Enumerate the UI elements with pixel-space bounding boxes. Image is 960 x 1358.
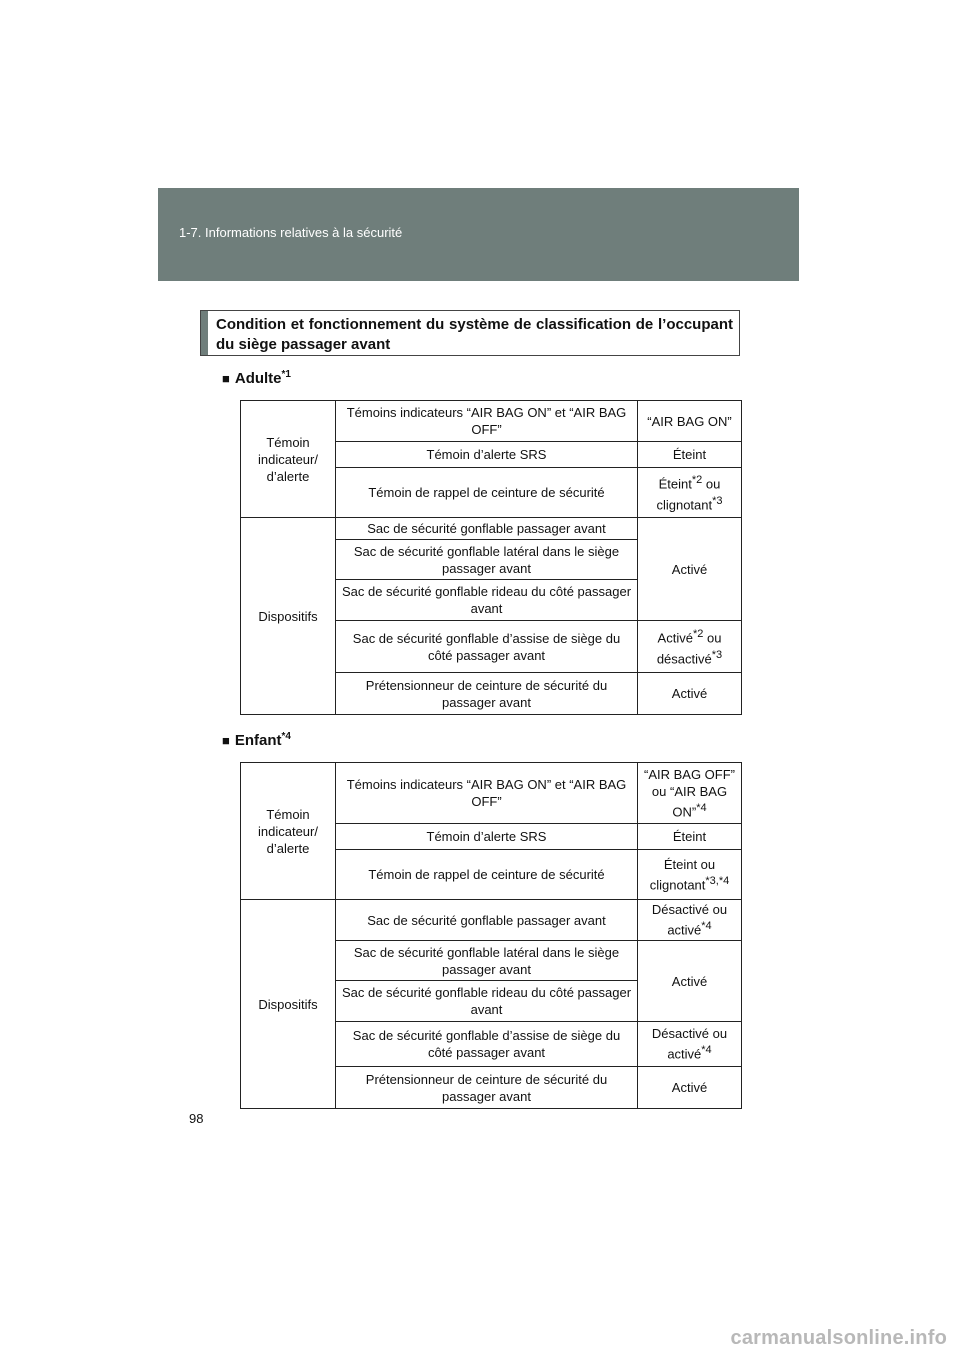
row-group-label: Dispositifs [241, 900, 336, 1109]
footnote-ref: *3,*4 [705, 874, 730, 887]
row-group-label: Témoin indicateur/ d’alerte [241, 401, 336, 518]
table-cell-item: Prétensionneur de ceinture de sécurité du passager avant [336, 1067, 638, 1109]
watermark-logo: carmanualsonline.info [730, 1327, 947, 1349]
table-cell-item: Sac de sécurité gonflable d’assise de siège du côté passager avant [336, 1022, 638, 1067]
section-title: Condition et fonctionnement du système de classification de l’occupant du siège passager avant [216, 316, 733, 353]
footnote-ref: *2 [691, 474, 703, 487]
table-cell-item: Prétensionneur de ceinture de sécurité du passager avant [336, 673, 638, 715]
adult-table [240, 400, 742, 715]
table-cell-item: Sac de sécurité gonflable latéral dans le siège passager avant [336, 540, 638, 580]
title-accent-bar [201, 311, 208, 355]
table-cell-item: Sac de sécurité gonflable rideau du côté passager avant [336, 981, 638, 1022]
table-row [241, 518, 742, 540]
footnote-ref: *3 [712, 494, 723, 507]
page-number: 98 [189, 1111, 204, 1126]
table-cell-item: Sac de sécurité gonflable passager avant [336, 900, 638, 941]
table-cell-item: Témoin d’alerte SRS [336, 442, 638, 468]
table-cell-status: Activé [638, 941, 742, 1022]
table-row [241, 401, 742, 442]
table-cell-item: Sac de sécurité gonflable d’assise de siège du côté passager avant [336, 621, 638, 673]
table-cell-status: Éteint$^{*2}$ ou clignotant$^{*3}$ [638, 468, 742, 518]
chapter-header [158, 188, 799, 281]
table-cell-status: Activé$^{*2}$ ou désactivé$^{*3}$ [638, 621, 742, 673]
table-cell-status: Activé [638, 1067, 742, 1109]
footnote-ref: *4 [696, 801, 707, 814]
adult-heading: ■ Adulte$^{*1}$ [222, 369, 291, 387]
table-cell-item: Sac de sécurité gonflable rideau du côté passager avant [336, 580, 638, 621]
section-title-box [200, 310, 740, 356]
chapter-title: 1-7. Informations relatives à la sécurité [179, 225, 403, 240]
table-cell-status: “AIR BAG OFF” ou “AIR BAG ON”$^{*4}$ [638, 763, 742, 824]
table-cell-status: Éteint [638, 824, 742, 850]
table-cell-item: Témoin de rappel de ceinture de sécurité [336, 468, 638, 518]
table-cell-item: Témoins indicateurs “AIR BAG ON” et “AIR BAG OFF” [336, 763, 638, 824]
table-cell-status: Désactivé ou activé$^{*4}$ [638, 900, 742, 941]
footnote-ref: *4 [701, 920, 712, 933]
footnote-ref: *4 [281, 731, 291, 742]
square-bullet-icon: ■ [222, 733, 230, 748]
table-cell-status: Désactivé ou activé$^{*4}$ [638, 1022, 742, 1067]
table-row [241, 900, 742, 941]
row-group-label: Témoin indicateur/ d’alerte [241, 763, 336, 900]
table-cell-item: Témoin de rappel de ceinture de sécurité [336, 850, 638, 900]
footnote-ref: *1 [281, 369, 291, 380]
child-heading: ■ Enfant$^{*4}$ [222, 731, 291, 749]
table-row [241, 763, 742, 824]
footnote-ref: *2 [692, 628, 704, 641]
table-cell-item: Témoins indicateurs “AIR BAG ON” et “AIR BAG OFF” [336, 401, 638, 442]
table-cell-status: Activé [638, 673, 742, 715]
row-group-label: Dispositifs [241, 518, 336, 715]
table-cell-item: Témoin d’alerte SRS [336, 824, 638, 850]
table-cell-status: “AIR BAG ON” [638, 401, 742, 442]
child-table [240, 762, 742, 1109]
table-cell-item: Sac de sécurité gonflable passager avant [336, 518, 638, 540]
footnote-ref: *4 [701, 1044, 712, 1057]
square-bullet-icon: ■ [222, 371, 230, 386]
table-cell-status: Éteint [638, 442, 742, 468]
table-cell-item: Sac de sécurité gonflable latéral dans le siège passager avant [336, 941, 638, 981]
table-cell-status: Activé [638, 518, 742, 621]
table-cell-status: Éteint ou clignotant$^{*3,*4}$ [638, 850, 742, 900]
footnote-ref: *3 [711, 648, 723, 661]
